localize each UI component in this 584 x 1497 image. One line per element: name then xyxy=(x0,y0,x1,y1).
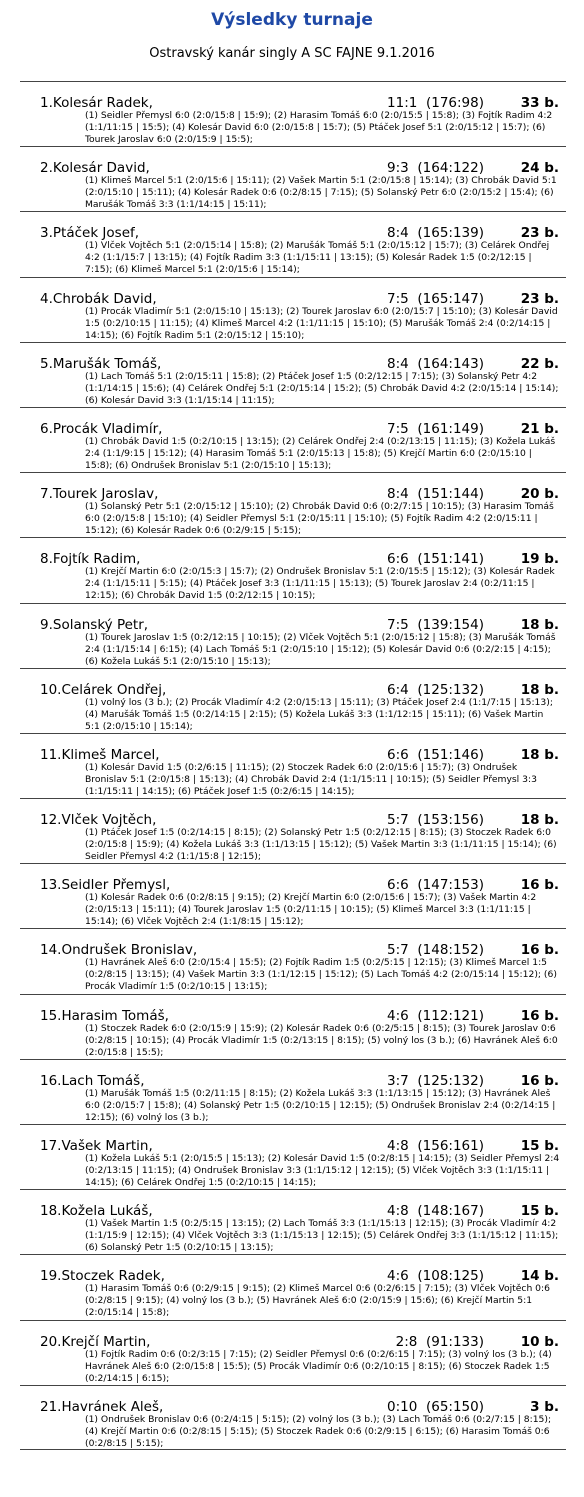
player-points xyxy=(521,812,559,828)
player-points xyxy=(521,1138,559,1154)
player-ratio: (112:121) xyxy=(417,1007,484,1024)
player-name xyxy=(40,617,148,633)
player-matches: (1) Ondrušek Bronislav 0:6 (0:2/4:15 | 5:15); (2) volný los (3 b.); (3) Lach Tomáš 0:6 (0:2/7:15 | 8:15); (4) Krejčí Martin 0:6 (0:2/8:15 | 5:15); (5) Stoczek Radek 0:6 (0:2/9:15 | 6:15); (6) Harasim Tomáš 0:6 (0:2/8:15 | 5:15); xyxy=(85,1413,552,1449)
player-ratio: (139:154) xyxy=(417,616,484,633)
player-rank: 20. xyxy=(40,1333,62,1350)
player-score xyxy=(387,421,484,437)
player-name-text: Kožela Lukáš, xyxy=(61,1203,153,1220)
player-points-value: 3 xyxy=(530,1398,540,1415)
player-rank: 8. xyxy=(40,551,53,568)
player-rank: 13. xyxy=(40,877,62,894)
player-header xyxy=(40,1073,559,1089)
player-entry xyxy=(20,733,566,798)
player-matches: (1) Vašek Martin 1:5 (0:2/5:15 | 13:15); (2) Lach Tomáš 3:3 (1:1/15:13 | 12:15); (3) Procák Vladimír 4:2 (1:1/15:9 | 12:15); (4) Vlček Vojtěch 3:3 (1:1/15:13 | 12:15); (5) Celárek Ondřej 3:3 (1:1/15:12 | 11:15); (6) Solanský Petr 1:5 (0:2/10:15 | 13:15); xyxy=(85,1218,559,1254)
player-entry xyxy=(20,1254,566,1319)
player-score-value: 6:6 xyxy=(387,877,409,894)
player-name-text: Seidler Přemysl, xyxy=(61,877,171,894)
player-name-text: Vašek Martin, xyxy=(61,1138,153,1154)
player-name xyxy=(40,291,157,307)
player-rank: 3. xyxy=(40,225,53,242)
player-header xyxy=(40,421,559,437)
player-score xyxy=(396,1334,484,1350)
player-ratio: (164:143) xyxy=(417,355,484,372)
player-points xyxy=(530,1399,559,1415)
player-ratio: (165:139) xyxy=(417,225,484,242)
player-score-value: 8:4 xyxy=(387,355,409,372)
player-name xyxy=(40,421,162,437)
player-matches: (1) Tourek Jaroslav 1:5 (0:2/12:15 | 10:15); (2) Vlček Vojtěch 5:1 (2:0/15:12 | 15:8); (3) Marušák Tomáš 2:4 (1:1/15:14 | 6:15); (4) Lach Tomáš 5:1 (2:0/15:10 | 15:12); (5) Kolesár David 0:6 (0:2/2:15 | 4:15); (6) Kožela Lukáš 5:1 (2:0/15:10 | 15:13); xyxy=(85,631,556,667)
player-rank: 19. xyxy=(40,1268,62,1285)
player-header xyxy=(40,1203,559,1219)
player-ratio: (125:132) xyxy=(417,1072,484,1089)
player-points-value: 22 xyxy=(520,355,540,372)
player-points xyxy=(521,356,559,372)
player-score-value: 7:5 xyxy=(387,290,409,307)
player-name-text: Lach Tomáš, xyxy=(61,1072,145,1089)
player-points-value: 18 xyxy=(520,681,540,698)
points-suffix: b. xyxy=(544,160,559,177)
player-ratio: (91:133) xyxy=(425,1333,484,1350)
player-points-value: 16 xyxy=(520,1007,540,1024)
player-name-text: Ptáček Josef, xyxy=(52,225,140,242)
player-score xyxy=(387,1008,484,1024)
player-rank: 15. xyxy=(40,1007,62,1024)
player-entry xyxy=(20,1320,566,1385)
player-ratio: (148:152) xyxy=(417,942,484,959)
player-rank: 5. xyxy=(40,355,53,372)
player-entry xyxy=(20,472,566,537)
player-name xyxy=(40,1399,163,1415)
player-matches: (1) Chrobák David 1:5 (0:2/10:15 | 13:15); (2) Celárek Ondřej 2:4 (0:2/13:15 | 11:15); (3) Kožela Lukáš 2:4 (1:1/9:15 | 15:12); (4) Harasim Tomáš 5:1 (2:0/15:13 | 15:8); (5) Krejčí Martin 6:0 (2:0/15:10 | 15:8); (6) Ondrušek Bronislav 5:1 (2:0/15:10 | 15:13); xyxy=(85,435,556,471)
player-name xyxy=(40,1203,153,1219)
player-score xyxy=(387,95,484,111)
player-score-value: 4:8 xyxy=(387,1203,409,1220)
player-matches: (1) Vlček Vojtěch 5:1 (2:0/15:14 | 15:8); (2) Marušák Tomáš 5:1 (2:0/15:12 | 15:7); (3) Celárek Ondřej 4:2 (1:1/15:7 | 13:15); (4) Fojtík Radim 3:3 (1:1/15:11 | 13:15); (5) Kolesár Radek 1:5 (0:2/12:15 | 7:15); (6) Klimeš Marcel 5:1 (2:0/15:6 | 15:14); xyxy=(85,240,550,276)
player-score xyxy=(387,942,484,958)
player-header xyxy=(40,617,559,633)
player-ratio: (161:149) xyxy=(417,420,484,437)
player-points-value: 15 xyxy=(520,1138,540,1154)
player-matches: (1) Kožela Lukáš 5:1 (2:0/15:5 | 15:13); (2) Kolesár David 1:5 (0:2/8:15 | 14:15); (3) Seidler Přemysl 2:4 (0:2/13:15 | 11:15); (4) Ondrušek Bronislav 3:3 (1:1/15:12 | 12:15); (5) Vlček Vojtěch 3:3 (1:1/15:11 | 14:15); (6) Celárek Ondřej 1:5 (0:2/10:15 | 14:15); xyxy=(85,1153,560,1188)
points-suffix: b. xyxy=(544,225,559,242)
player-points xyxy=(521,1203,559,1219)
player-points-value: 16 xyxy=(520,942,540,959)
player-rank: 11. xyxy=(40,746,62,763)
player-ratio: (148:167) xyxy=(417,1203,484,1220)
player-entry xyxy=(20,1059,566,1124)
player-score-value: 2:8 xyxy=(395,1333,418,1350)
player-header xyxy=(40,1268,559,1284)
player-matches: (1) Solanský Petr 5:1 (2:0/15:12 | 15:10); (2) Chrobák David 0:6 (0:2/7:15 | 10:15); (3) Harasim Tomáš 6:0 (2:0/15:8 | 15:10); (4) Seidler Přemysl 5:1 (2:0/15:11 | 15:10); (5) Fojtík Radim 4:2 (2:0/15:11 | 15:12); (6) Kolesár Radek 0:6 (0:2/9:15 | 5:15); xyxy=(85,501,554,537)
points-suffix: b. xyxy=(544,746,559,763)
player-points-value: 24 xyxy=(520,160,540,177)
player-ratio: (151:144) xyxy=(417,486,484,503)
player-ratio: (176:98) xyxy=(425,95,484,111)
player-name xyxy=(40,356,161,372)
player-header xyxy=(40,942,559,958)
player-header xyxy=(40,1008,559,1024)
player-rank: 17. xyxy=(40,1138,62,1154)
player-rank: 16. xyxy=(40,1072,62,1089)
player-header xyxy=(40,1334,559,1350)
player-matches: (1) Kolesár David 1:5 (0:2/6:15 | 11:15); (2) Stoczek Radek 6:0 (2:0/15:6 | 15:7); (3) Ondrušek Bronislav 5:1 (2:0/15:8 | 15:13); (4) Chrobák David 2:4 (1:1/15:11 | 10:15); (5) Seidler Přemysl 3:3 (1:1/15:11 | 14:15); (6) Ptáček Josef 1:5 (0:2/6:15 | 14:15); xyxy=(85,761,537,797)
player-name xyxy=(40,942,197,958)
player-entry xyxy=(20,537,566,602)
player-score-value: 6:6 xyxy=(387,746,409,763)
player-entry xyxy=(20,1189,566,1254)
player-matches: (1) Fojtík Radim 0:6 (0:2/3:15 | 7:15); (2) Seidler Přemysl 0:6 (0:2/6:15 | 7:15); (3) volný los (3 b.); (4) Havránek Aleš 6:0 (2:0/15:8 | 15:5); (5) Procák Vladimír 0:6 (0:2/10:15 | 8:15); (6) Stoczek Radek 1:5 (0:2/14:15 | 6:15); xyxy=(85,1348,552,1384)
player-ratio: (164:122) xyxy=(417,160,484,177)
player-ratio: (165:147) xyxy=(417,290,484,307)
player-points-value: 23 xyxy=(520,225,540,242)
player-name xyxy=(40,812,156,828)
points-suffix: b. xyxy=(544,812,559,829)
player-name xyxy=(40,747,160,763)
player-header xyxy=(40,486,559,502)
player-name xyxy=(40,1008,169,1024)
player-matches: (1) Ptáček Josef 1:5 (0:2/14:15 | 8:15); (2) Solanský Petr 1:5 (0:2/12:15 | 8:15); (3) Stoczek Radek 6:0 (2:0/15:8 | 15:9); (4) Kožela Lukáš 3:3 (1:1/13:15 | 15:12); (5) Vašek Martin 3:3 (1:1/11:15 | 15:14); (6) Seidler Přemysl 4:2 (1:1/15:8 | 12:15); xyxy=(85,827,557,863)
player-score-value: 4:8 xyxy=(387,1138,409,1154)
player-points xyxy=(521,1073,559,1089)
player-header xyxy=(40,812,559,828)
player-matches: (1) Seidler Přemysl 6:0 (2:0/15:8 | 15:9); (2) Harasim Tomáš 6:0 (2:0/15:5 | 15:8); (3) Fojtík Radim 4:2 (1:1/11:15 | 15:5); (4) Kolesár David 6:0 (2:0/15:8 | 15:7); (5) Ptáček Josef 5:1 (2:0/15:12 | 15:7); (6) Tourek Jaroslav 6:0 (2:0/15:9 | 15:5); xyxy=(85,110,553,145)
player-name-text: Vlček Vojtěch, xyxy=(61,812,157,829)
player-score xyxy=(387,225,484,241)
player-ratio: (151:146) xyxy=(417,746,484,763)
points-suffix: b. xyxy=(544,942,559,959)
points-suffix: b. xyxy=(544,681,559,698)
player-score-value: 7:5 xyxy=(387,420,409,437)
points-suffix: b. xyxy=(544,1268,559,1285)
player-points-value: 18 xyxy=(520,746,540,763)
player-header xyxy=(40,1399,559,1415)
player-ratio: (156:161) xyxy=(417,1138,484,1154)
player-rank: 1. xyxy=(40,95,53,111)
player-header xyxy=(40,1138,559,1154)
player-matches: (1) Marušák Tomáš 1:5 (0:2/11:15 | 8:15); (2) Kožela Lukáš 3:3 (1:1/13:15 | 15:12); (3) Havránek Aleš 6:0 (2:0/15:7 | 15:8); (4) Solanský Petr 1:5 (0:2/10:15 | 12:15); (5) Ondrušek Bronislav 2:4 (0:2/14:15 | 12:15); (6) volný los (3 b.); xyxy=(85,1087,556,1123)
points-suffix: b. xyxy=(544,1398,559,1415)
player-points xyxy=(521,617,559,633)
player-matches: (1) Klimeš Marcel 5:1 (2:0/15:6 | 15:11); (2) Vašek Martin 5:1 (2:0/15:8 | 15:14); (3) Chrobák David 5:1 (2:0/15:10 | 15:11); (4) Kolesár Radek 0:6 (0:2/8:15 | 7:15); (5) Solanský Petr 6:0 (2:0/15:2 | 15:4); (6) Marušák Tomáš 3:3 (1:1/14:15 | 15:11); xyxy=(85,175,557,211)
player-rank: 10. xyxy=(40,681,62,698)
player-entry xyxy=(20,928,566,993)
player-entry xyxy=(20,407,566,472)
player-points xyxy=(521,1334,559,1350)
player-name-text: Solanský Petr, xyxy=(52,616,149,633)
player-ratio: (147:153) xyxy=(417,877,484,894)
player-entry xyxy=(20,994,566,1059)
player-name xyxy=(40,551,140,567)
player-points-value: 33 xyxy=(520,95,540,111)
player-matches: (1) volný los (3 b.); (2) Procák Vladimír 4:2 (2:0/15:13 | 15:11); (3) Ptáček Josef 2:4 (1:1/7:15 | 15:13); (4) Marušák Tomáš 1:5 (0:2/14:15 | 2:15); (5) Kožela Lukáš 3:3 (1:1/12:15 | 15:11); (6) Vašek Martin 5:1 (2:0/15:10 | 15:14); xyxy=(85,696,553,732)
points-suffix: b. xyxy=(544,877,559,894)
player-rank: 4. xyxy=(40,290,53,307)
points-suffix: b. xyxy=(544,616,559,633)
player-points xyxy=(521,1008,559,1024)
player-points xyxy=(521,682,559,698)
player-ratio: (125:132) xyxy=(417,681,484,698)
player-score-value: 0:10 xyxy=(387,1398,418,1415)
player-name-text: Kolesár Radek, xyxy=(52,95,153,111)
points-suffix: b. xyxy=(544,551,559,568)
player-score xyxy=(387,812,484,828)
player-score xyxy=(387,747,484,763)
player-entry xyxy=(20,798,566,863)
player-score-value: 4:6 xyxy=(387,1007,409,1024)
points-suffix: b. xyxy=(544,1072,559,1089)
points-suffix: b. xyxy=(544,420,559,437)
player-score-value: 8:4 xyxy=(387,486,409,503)
player-ratio: (65:150) xyxy=(425,1398,484,1415)
player-score-value: 8:4 xyxy=(387,225,409,242)
player-name xyxy=(40,1073,145,1089)
player-name xyxy=(40,160,150,176)
player-rank: 21. xyxy=(40,1398,62,1415)
player-name-text: Klimeš Marcel, xyxy=(61,746,160,763)
player-ratio: (108:125) xyxy=(417,1268,484,1285)
page-subtitle: Ostravský kanár singly A SC FAJNE 9.1.2016 xyxy=(149,46,435,61)
player-points xyxy=(521,225,559,241)
player-header xyxy=(40,225,559,241)
player-header xyxy=(40,877,559,893)
points-suffix: b. xyxy=(544,1007,559,1024)
player-points xyxy=(521,551,559,567)
player-name-text: Fojtík Radim, xyxy=(52,551,141,568)
player-points-value: 10 xyxy=(520,1333,540,1350)
player-points-value: 23 xyxy=(520,290,540,307)
player-score xyxy=(387,682,484,698)
player-score xyxy=(387,877,484,893)
points-suffix: b. xyxy=(544,355,559,372)
player-points xyxy=(521,486,559,502)
player-rank: 7. xyxy=(40,486,53,503)
player-rank: 14. xyxy=(40,942,62,959)
player-name-text: Tourek Jaroslav, xyxy=(52,486,159,503)
player-points xyxy=(521,95,559,111)
player-score xyxy=(387,1399,484,1415)
player-name xyxy=(40,1138,153,1154)
player-matches: (1) Procák Vladimír 5:1 (2:0/15:10 | 15:13); (2) Tourek Jaroslav 6:0 (2:0/15:7 | 15:10); (3) Kolesár David 1:5 (0:2/10:15 | 11:15); (4) Klimeš Marcel 4:2 (1:1/11:15 | 15:10); (5) Marušák Tomáš 2:4 (0:2/14:15 | 14:15); (6) Fojtík Radim 5:1 (2:0/15:12 | 15:10); xyxy=(85,305,558,341)
player-score-value: 6:4 xyxy=(387,681,409,698)
player-matches: (1) Kolesár Radek 0:6 (0:2/8:15 | 9:15); (2) Krejčí Martin 6:0 (2:0/15:6 | 15:7); (3) Vašek Martin 4:2 (2:0/15:13 | 15:11); (4) Tourek Jaroslav 1:5 (0:2/11:15 | 10:15); (5) Klimeš Marcel 3:3 (1:1/11:15 | 15:14); (6) Vlček Vojtěch 2:4 (1:1/8:15 | 15:12); xyxy=(85,892,537,928)
points-suffix: b. xyxy=(544,95,559,111)
player-entry xyxy=(20,668,566,733)
player-rank: 18. xyxy=(40,1203,62,1220)
points-suffix: b. xyxy=(544,290,559,307)
player-name-text: Chrobák David, xyxy=(52,290,157,307)
player-score xyxy=(387,617,484,633)
results-list xyxy=(20,81,566,1450)
player-name-text: Krejčí Martin, xyxy=(61,1333,151,1350)
player-score-value: 3:7 xyxy=(387,1072,409,1089)
player-points-value: 16 xyxy=(520,877,540,894)
player-name xyxy=(40,225,139,241)
player-header xyxy=(40,356,559,372)
player-points xyxy=(521,1268,559,1284)
player-ratio: (151:141) xyxy=(417,551,484,568)
player-name-text: Kolesár David, xyxy=(52,160,150,177)
player-name xyxy=(40,1268,165,1284)
player-score xyxy=(387,551,484,567)
player-points-value: 19 xyxy=(520,551,540,568)
player-score-value: 4:6 xyxy=(387,1268,409,1285)
player-score xyxy=(387,291,484,307)
player-ratio: (153:156) xyxy=(417,812,484,829)
player-header xyxy=(40,551,559,567)
player-score xyxy=(387,356,484,372)
player-score xyxy=(387,486,484,502)
player-name xyxy=(40,682,166,698)
player-entry xyxy=(20,277,566,342)
player-score-value: 11:1 xyxy=(387,95,418,111)
player-points xyxy=(521,942,559,958)
player-matches: (1) Stoczek Radek 6:0 (2:0/15:9 | 15:9); (2) Kolesár Radek 0:6 (0:2/5:15 | 8:15); (3) Tourek Jaroslav 0:6 (0:2/8:15 | 10:15); (4) Procák Vladimír 1:5 (0:2/13:15 | 8:15); (5) volný los (3 b.); (6) Havránek Aleš 6:0 (2:0/15:8 | 15:5); xyxy=(85,1022,558,1058)
player-header xyxy=(40,160,559,176)
player-points xyxy=(521,160,559,176)
player-matches: (1) Krejčí Martin 6:0 (2:0/15:3 | 15:7); (2) Ondrušek Bronislav 5:1 (2:0/15:5 | 15:12); (3) Kolesár Radek 2:4 (1:1/15:11 | 5:15); (4) Ptáček Josef 3:3 (1:1/11:15 | 15:13); (5) Tourek Jaroslav 2:4 (0:2/11:15 | 12:15); (6) Chrobák David 1:5 (0:2/12:15 | 10:15); xyxy=(85,566,555,602)
player-score xyxy=(387,1268,484,1284)
player-entry xyxy=(20,603,566,668)
player-name-text: Havránek Aleš, xyxy=(61,1398,164,1415)
player-header xyxy=(40,95,559,111)
player-matches: (1) Havránek Aleš 6:0 (2:0/15:4 | 15:5); (2) Fojtík Radim 1:5 (0:2/5:15 | 12:15); (3) Klimeš Marcel 1:5 (0:2/8:15 | 13:15); (4) Vašek Martin 3:3 (1:1/12:15 | 15:12); (5) Lach Tomáš 4:2 (2:0/15:14 | 15:12); (6) Procák Vladimír 1:5 (0:2/10:15 | 13:15); xyxy=(85,957,557,993)
player-entry xyxy=(20,211,566,276)
player-score xyxy=(387,1073,484,1089)
player-rank: 2. xyxy=(40,160,53,177)
player-points-value: 16 xyxy=(520,1072,540,1089)
page-title: Výsledky turnaje xyxy=(211,10,373,30)
player-points-value: 18 xyxy=(520,616,540,633)
player-points xyxy=(521,877,559,893)
player-name-text: Ondrušek Bronislav, xyxy=(61,942,198,959)
player-rank: 12. xyxy=(40,812,62,829)
player-matches: (1) Lach Tomáš 5:1 (2:0/15:11 | 15:8); (2) Ptáček Josef 1:5 (0:2/12:15 | 7:15); (3) Solanský Petr 4:2 (1:1/14:15 | 15:6); (4) Celárek Ondřej 5:1 (2:0/15:14 | 15:2); (5) Chrobák David 4:2 (2:0/15:14 | 15:14); (6) Kolesár David 3:3 (1:1/15:14 | 11:15); xyxy=(85,370,559,406)
points-suffix: b. xyxy=(544,1203,559,1220)
player-entry xyxy=(20,146,566,211)
player-rank: 6. xyxy=(40,420,53,437)
player-entry xyxy=(20,863,566,928)
player-header xyxy=(40,747,559,763)
player-points-value: 20 xyxy=(520,486,540,503)
player-name xyxy=(40,95,153,111)
player-score-value: 5:7 xyxy=(387,942,409,959)
player-score-value: 6:6 xyxy=(387,551,409,568)
player-header xyxy=(40,291,559,307)
player-score-value: 7:5 xyxy=(387,616,409,633)
player-name-text: Celárek Ondřej, xyxy=(61,681,167,698)
player-name-text: Harasim Tomáš, xyxy=(61,1007,169,1024)
player-name-text: Procák Vladimír, xyxy=(52,420,163,437)
points-suffix: b. xyxy=(544,1333,559,1350)
player-name xyxy=(40,486,158,502)
player-points-value: 18 xyxy=(520,812,540,829)
player-name-text: Marušák Tomáš, xyxy=(52,355,162,372)
player-name-text: Stoczek Radek, xyxy=(61,1268,165,1285)
player-name xyxy=(40,877,170,893)
player-name xyxy=(40,1334,150,1350)
player-score-value: 5:7 xyxy=(387,812,409,829)
player-score xyxy=(387,160,484,176)
player-entry xyxy=(20,342,566,407)
player-rank: 9. xyxy=(40,616,53,633)
points-suffix: b. xyxy=(544,1138,559,1154)
player-score xyxy=(387,1138,484,1154)
player-points xyxy=(521,747,559,763)
player-points xyxy=(521,421,559,437)
player-entry xyxy=(20,1385,566,1450)
player-score-value: 9:3 xyxy=(387,160,409,177)
player-header xyxy=(40,682,559,698)
player-points-value: 14 xyxy=(520,1268,540,1285)
player-points-value: 21 xyxy=(520,420,540,437)
player-entry xyxy=(20,81,566,146)
player-entry xyxy=(20,1124,566,1189)
player-matches: (1) Harasim Tomáš 0:6 (0:2/9:15 | 9:15); (2) Klimeš Marcel 0:6 (0:2/6:15 | 7:15); (3) Vlček Vojtěch 0:6 (0:2/8:15 | 9:15); (4) volný los (3 b.); (5) Havránek Aleš 6:0 (2:0/15:9 | 15:6); (6) Krejčí Martin 5:1 (2:0/15:14 | 15:8); xyxy=(85,1283,550,1319)
player-points xyxy=(521,291,559,307)
player-points-value: 15 xyxy=(520,1203,540,1220)
points-suffix: b. xyxy=(544,486,559,503)
player-score xyxy=(387,1203,484,1219)
